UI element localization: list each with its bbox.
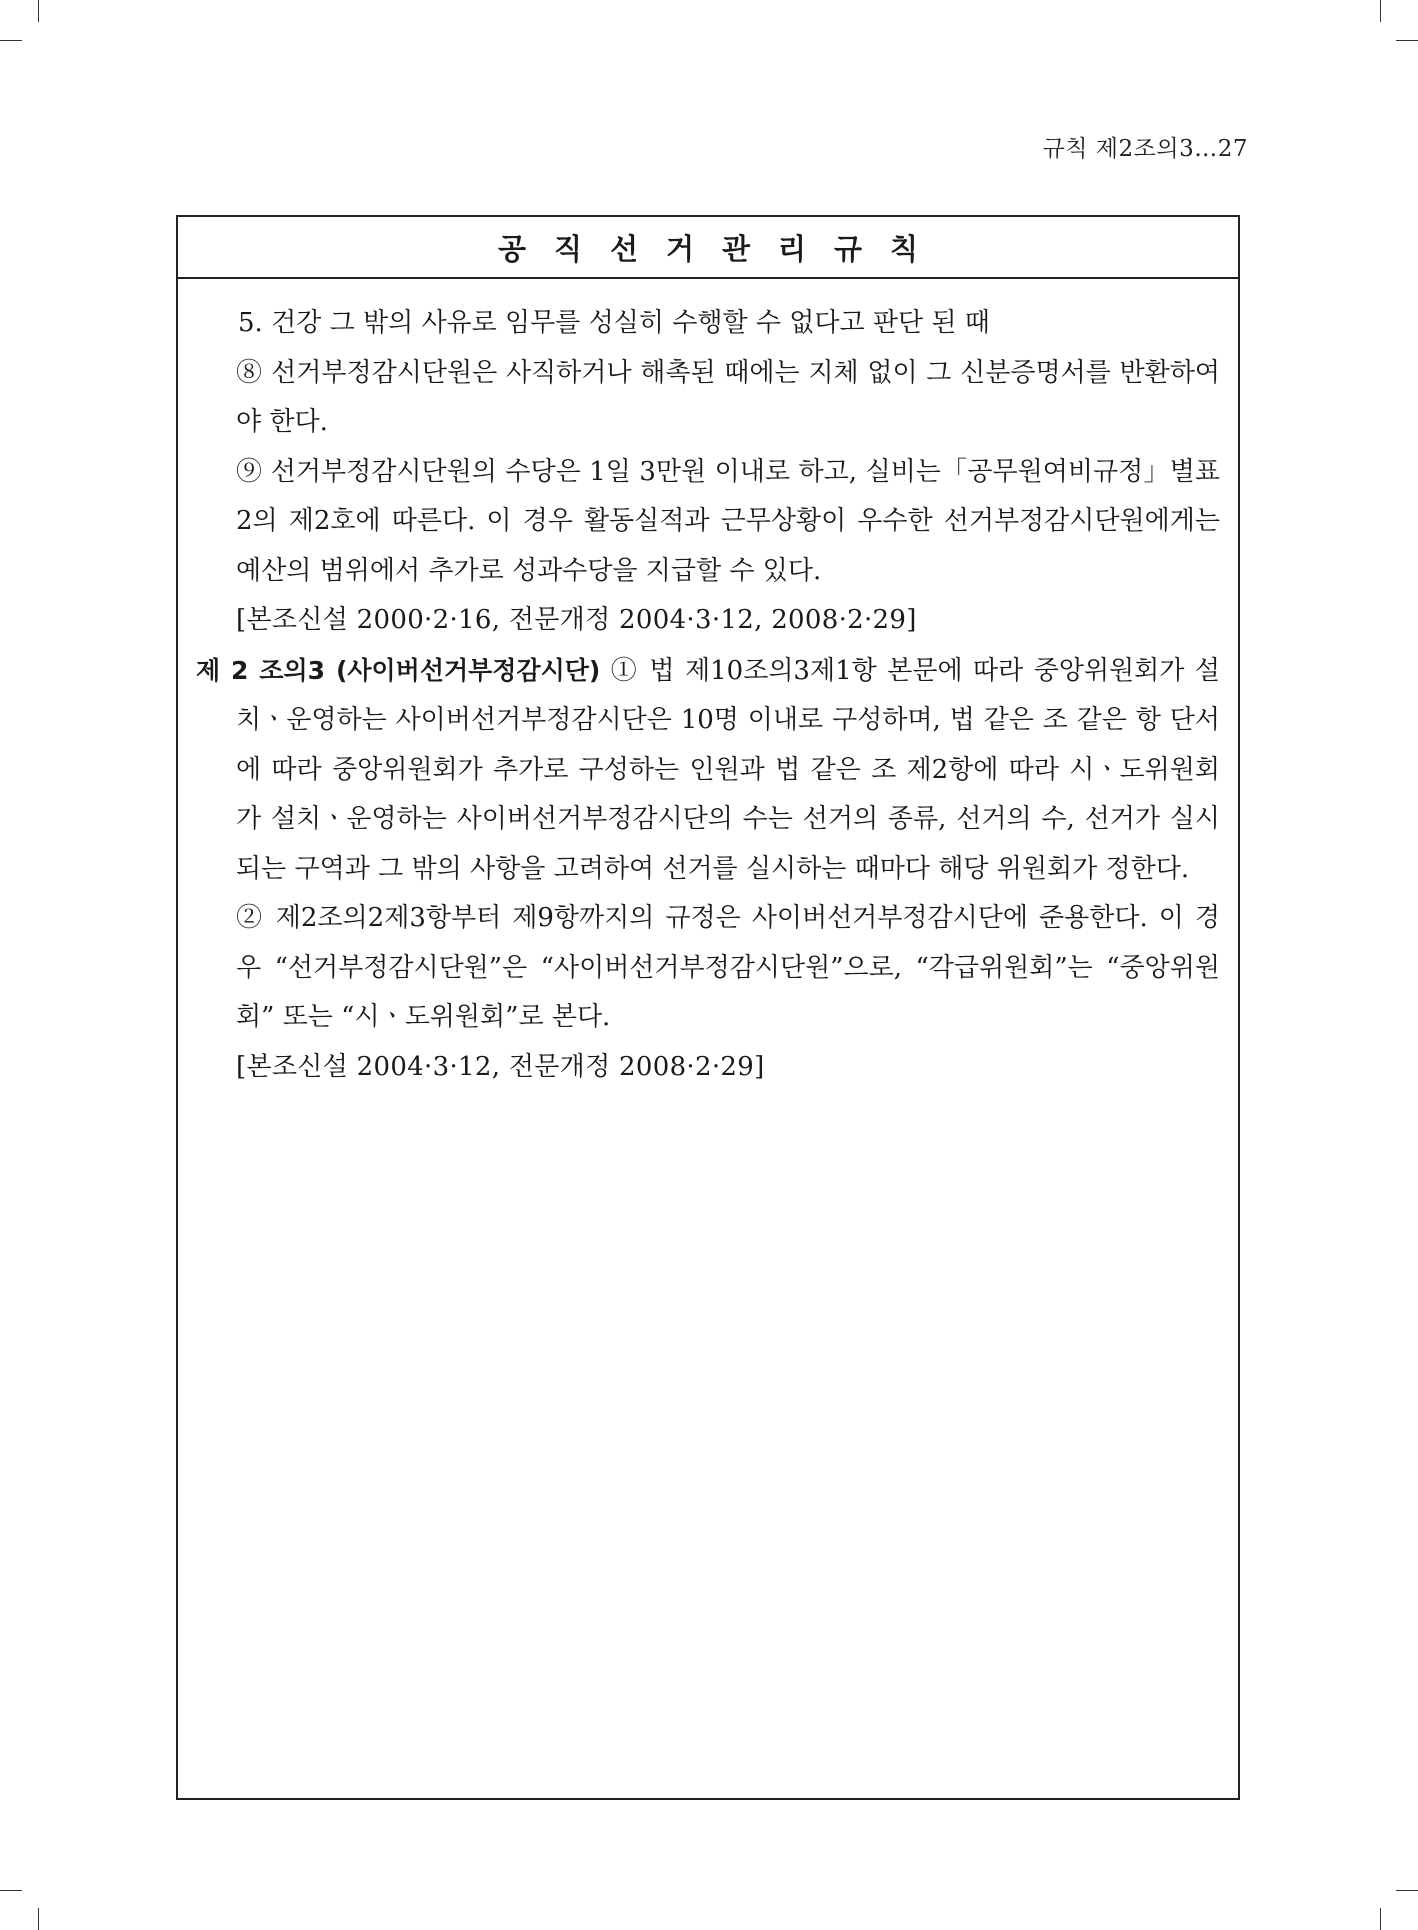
article-2-3: [196, 646, 1220, 895]
paragraph-8: ⑧ 선거부정감시단원은 사직하거나 해촉된 때에는 지체 없이 그 신분증명서를 반환하여야 한다.: [236, 357, 1220, 437]
crop-mark-top-left: [38, 0, 39, 22]
crop-mark-bottom-left-h: [0, 1890, 22, 1891]
article-heading: 제 2 조의3 (사이버선거부정감시단): [196, 655, 601, 685]
frame-title: 공직선거관리규칙: [178, 217, 1238, 279]
crop-mark-top-right: [1380, 0, 1381, 22]
frame-body: [178, 279, 1238, 1092]
crop-mark-top-left-h: [0, 40, 22, 41]
crop-mark-bottom-left: [38, 1908, 39, 1930]
crop-mark-top-right-h: [1396, 40, 1418, 41]
crop-mark-bottom-right: [1380, 1908, 1381, 1930]
crop-mark-bottom-right-h: [1396, 1890, 1418, 1891]
article-paragraph-2: ② 제2조의2제3항부터 제9항까지의 규정은 사이버선거부정감시단에 준용한다. 이 경우 “선거부정감시단원”은 “사이버선거부정감시단원”으로, “각급위원회”는 “중앙위원회” 또는 “시ㆍ도위원회”로 본다.: [236, 903, 1220, 1032]
rule-frame: [176, 215, 1240, 1800]
article-paragraph-1: ① 법 제10조의3제1항 본문에 따라 중앙위원회가 설치ㆍ운영하는 사이버선거부정감시단은 10명 이내로 구성하며, 법 같은 조 같은 항 단서에 따라 중앙위원회가 추가로 구성하는 인원과 법 같은 조 제2항에 따라 시ㆍ도위원회가 설치ㆍ운영하는 사이버선거부정감시단의 수는 선거의 종류, 선거의 수, 선거가 실시되는 구역과 그 밖의 사항을 고려하여 선거를 실시하는 때마다 해당 위원회가 정한다.: [236, 655, 1220, 884]
amendment-note-1: [본조신설 2000·2·16, 전문개정 2004·3·12, 2008·2·29]: [236, 605, 917, 635]
paragraph-9: ⑨ 선거부정감시단원의 수당은 1일 3만원 이내로 하고, 실비는「공무원여비규정」별표2의 제2호에 따른다. 이 경우 활동실적과 근무상황이 우수한 선거부정감시단원에게는 예산의 범위에서 추가로 성과수당을 지급할 수 있다.: [236, 456, 1220, 586]
running-head: 규칙 제2조의3…27: [1042, 136, 1248, 162]
amendment-note-2: [본조신설 2004·3·12, 전문개정 2008·2·29]: [236, 1051, 765, 1082]
list-item-5: 5. 건강 그 밖의 사유로 임무를 성실히 수행할 수 없다고 판단 된 때: [238, 308, 990, 338]
